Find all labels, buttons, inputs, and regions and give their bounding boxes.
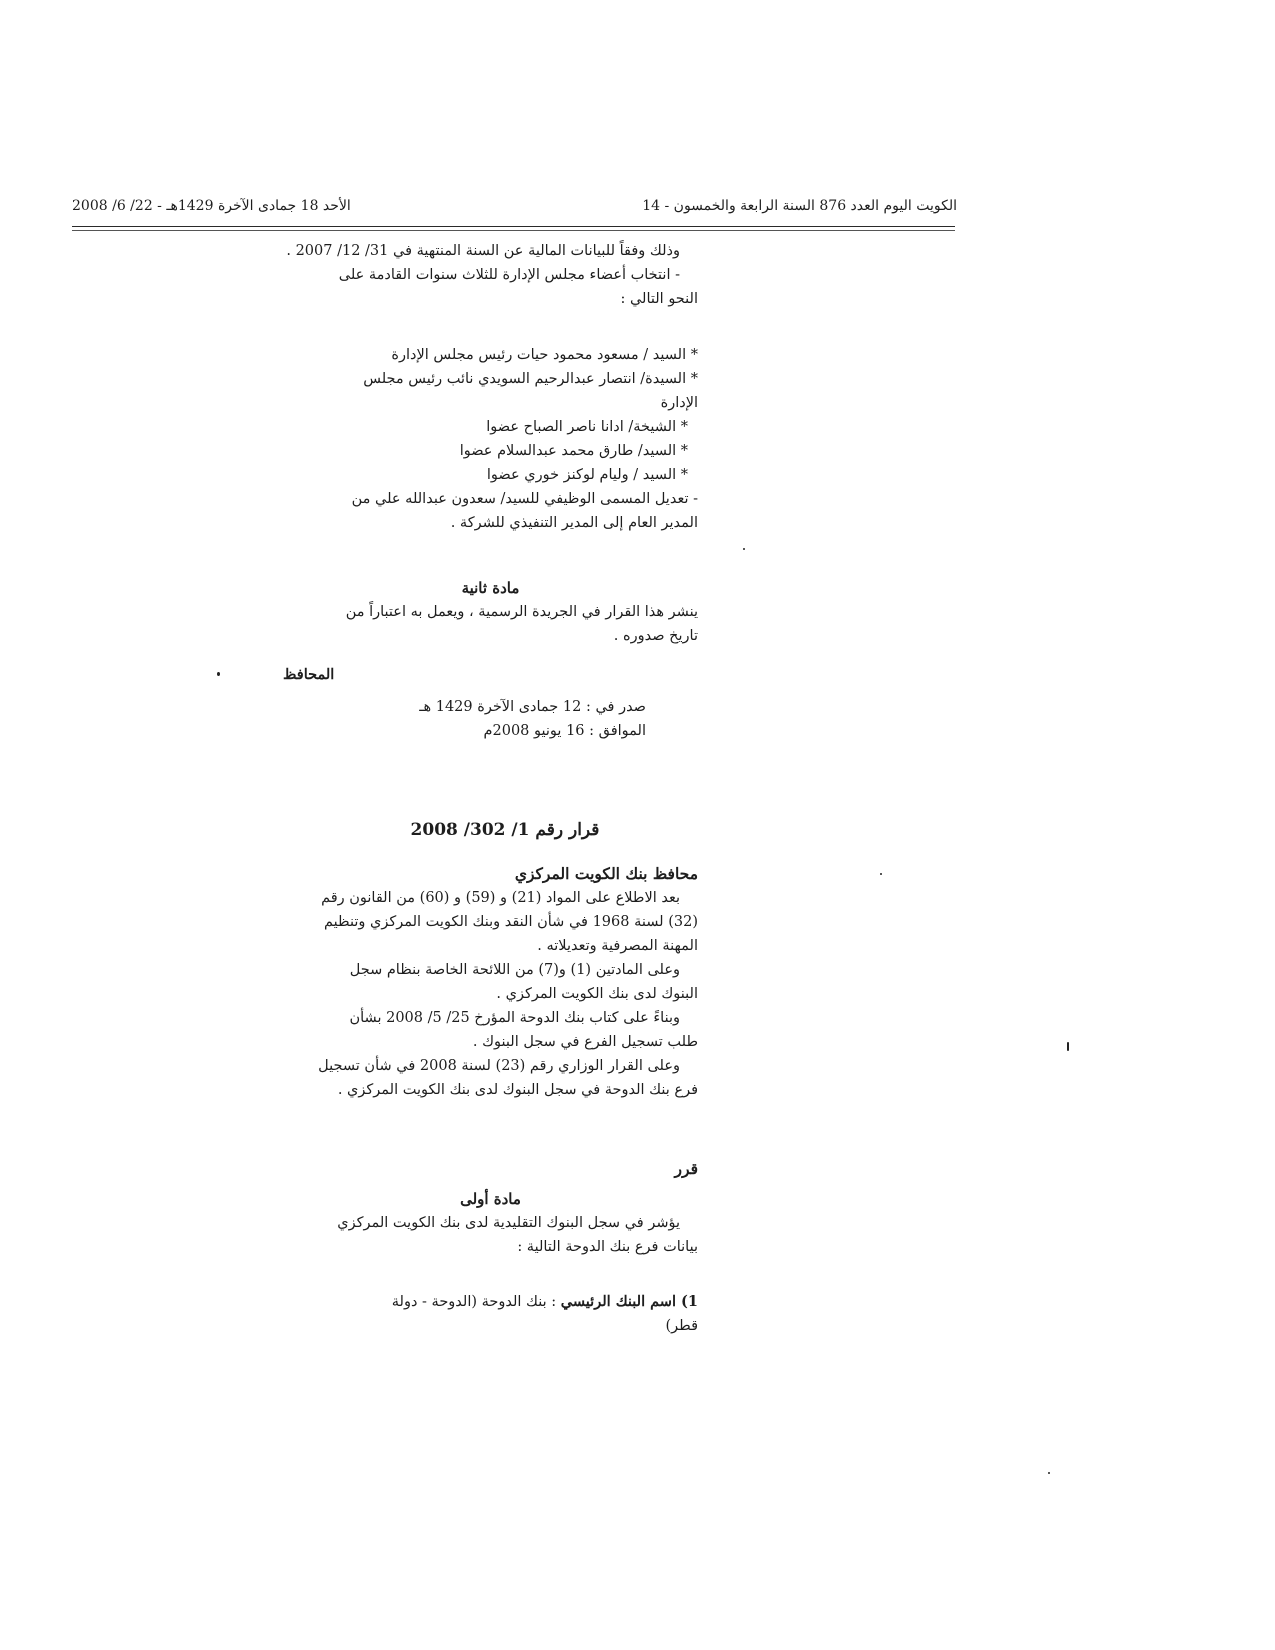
board-member-line: الإدارة <box>660 395 698 411</box>
preamble-line: فرع بنك الدوحة في سجل البنوك لدى بنك الكويت المركزي . <box>337 1082 698 1098</box>
article-heading: مادة أولى <box>460 1190 521 1208</box>
preamble-line: وعلى القرار الوزاري رقم (23) لسنة 2008 في شأن تسجيل <box>318 1058 680 1074</box>
issuing-authority: محافظ بنك الكويت المركزي <box>514 864 698 883</box>
board-members-list <box>283 343 698 535</box>
scan-speck <box>217 672 220 676</box>
header-rule-secondary <box>72 230 955 231</box>
item-value: : بنك الدوحة (الدوحة - دولة <box>391 1294 557 1310</box>
preamble-line: وبناءً على كتاب بنك الدوحة المؤرخ 25/ 5/ 2008 بشأن <box>349 1010 680 1026</box>
text-line: - انتخاب أعضاء مجلس الإدارة للثلاث سنوات القادمة على <box>338 267 680 283</box>
text-line: وذلك وفقاً للبيانات المالية عن السنة المنتهية في 31/ 12/ 2007 . <box>286 243 680 259</box>
continuation-paragraph <box>283 239 698 311</box>
text-line: يؤشر في سجل البنوك التقليدية لدى بنك الكويت المركزي <box>337 1215 680 1231</box>
text-line: تاريخ صدوره . <box>613 628 698 644</box>
preamble-line: المهنة المصرفية وتعديلاته . <box>537 938 698 954</box>
preamble-line: البنوك لدى بنك الكويت المركزي . <box>496 986 698 1002</box>
board-member-line: * السيد/ طارق محمد عبدالسلام عضوا <box>459 443 688 459</box>
text-line: النحو التالي : <box>620 291 698 307</box>
article-two <box>283 576 698 648</box>
board-member-line: * السيد / مسعود محمود حيات رئيس مجلس الإدارة <box>391 347 698 363</box>
article-heading: مادة ثانية <box>461 579 520 597</box>
item-label: 1) اسم البنك الرئيسي <box>560 1293 698 1310</box>
item-continuation: قطر) <box>665 1318 698 1334</box>
preamble-line: وعلى المادتين (1) و(7) من اللائحة الخاصة بنظام سجل <box>349 962 680 978</box>
header-rule <box>72 226 955 227</box>
scan-speck <box>880 873 882 875</box>
board-member-line: * السيدة/ انتصار عبدالرحيم السويدي نائب رئيس مجلس <box>363 371 698 387</box>
preamble-line: طلب تسجيل الفرع في سجل البنوك . <box>472 1034 698 1050</box>
item-one <box>283 1290 698 1338</box>
text-line: ينشر هذا القرار في الجريدة الرسمية ، ويعمل به اعتباراً من <box>345 604 698 620</box>
text-line: - تعديل المسمى الوظيفي للسيد/ سعدون عبدالله علي من <box>351 491 698 507</box>
text-line: بيانات فرع بنك الدوحة التالية : <box>517 1239 698 1255</box>
decides-block <box>283 1157 698 1259</box>
running-header-date: الأحد 18 جمادى الآخرة 1429هـ - 22/ 6/ 2008 <box>72 198 351 214</box>
decision-body <box>283 862 698 1102</box>
board-member-line: * الشيخة/ ادانا ناصر الصباح عضوا <box>486 419 688 435</box>
text-line: المدير العام إلى المدير التنفيذي للشركة . <box>450 515 698 531</box>
board-member-line: * السيد / وليام لوكنز خوري عضوا <box>486 467 688 483</box>
scan-speck <box>1048 1472 1050 1474</box>
scan-speck <box>743 548 745 550</box>
preamble-line: (32) لسنة 1968 في شأن النقد وبنك الكويت المركزي وتنظيم <box>324 914 698 930</box>
running-header-issue: الكويت اليوم العدد 876 السنة الرابعة والخمسون - 14 <box>642 198 957 214</box>
decides-label: قرر <box>674 1159 698 1178</box>
item-line <box>283 1290 698 1314</box>
signatory-title: المحافظ <box>283 666 335 683</box>
signature-block <box>283 663 698 743</box>
issued-date: صدر في : 12 جمادى الآخرة 1429 هـ <box>419 699 646 715</box>
corresponding-date: الموافق : 16 يونيو 2008م <box>483 723 646 739</box>
preamble-line: بعد الاطلاع على المواد (21) و (59) و (60) من القانون رقم <box>321 890 680 906</box>
decision-title: قرار رقم 1/ 302/ 2008 <box>410 820 600 840</box>
scan-speck <box>1067 1042 1069 1051</box>
